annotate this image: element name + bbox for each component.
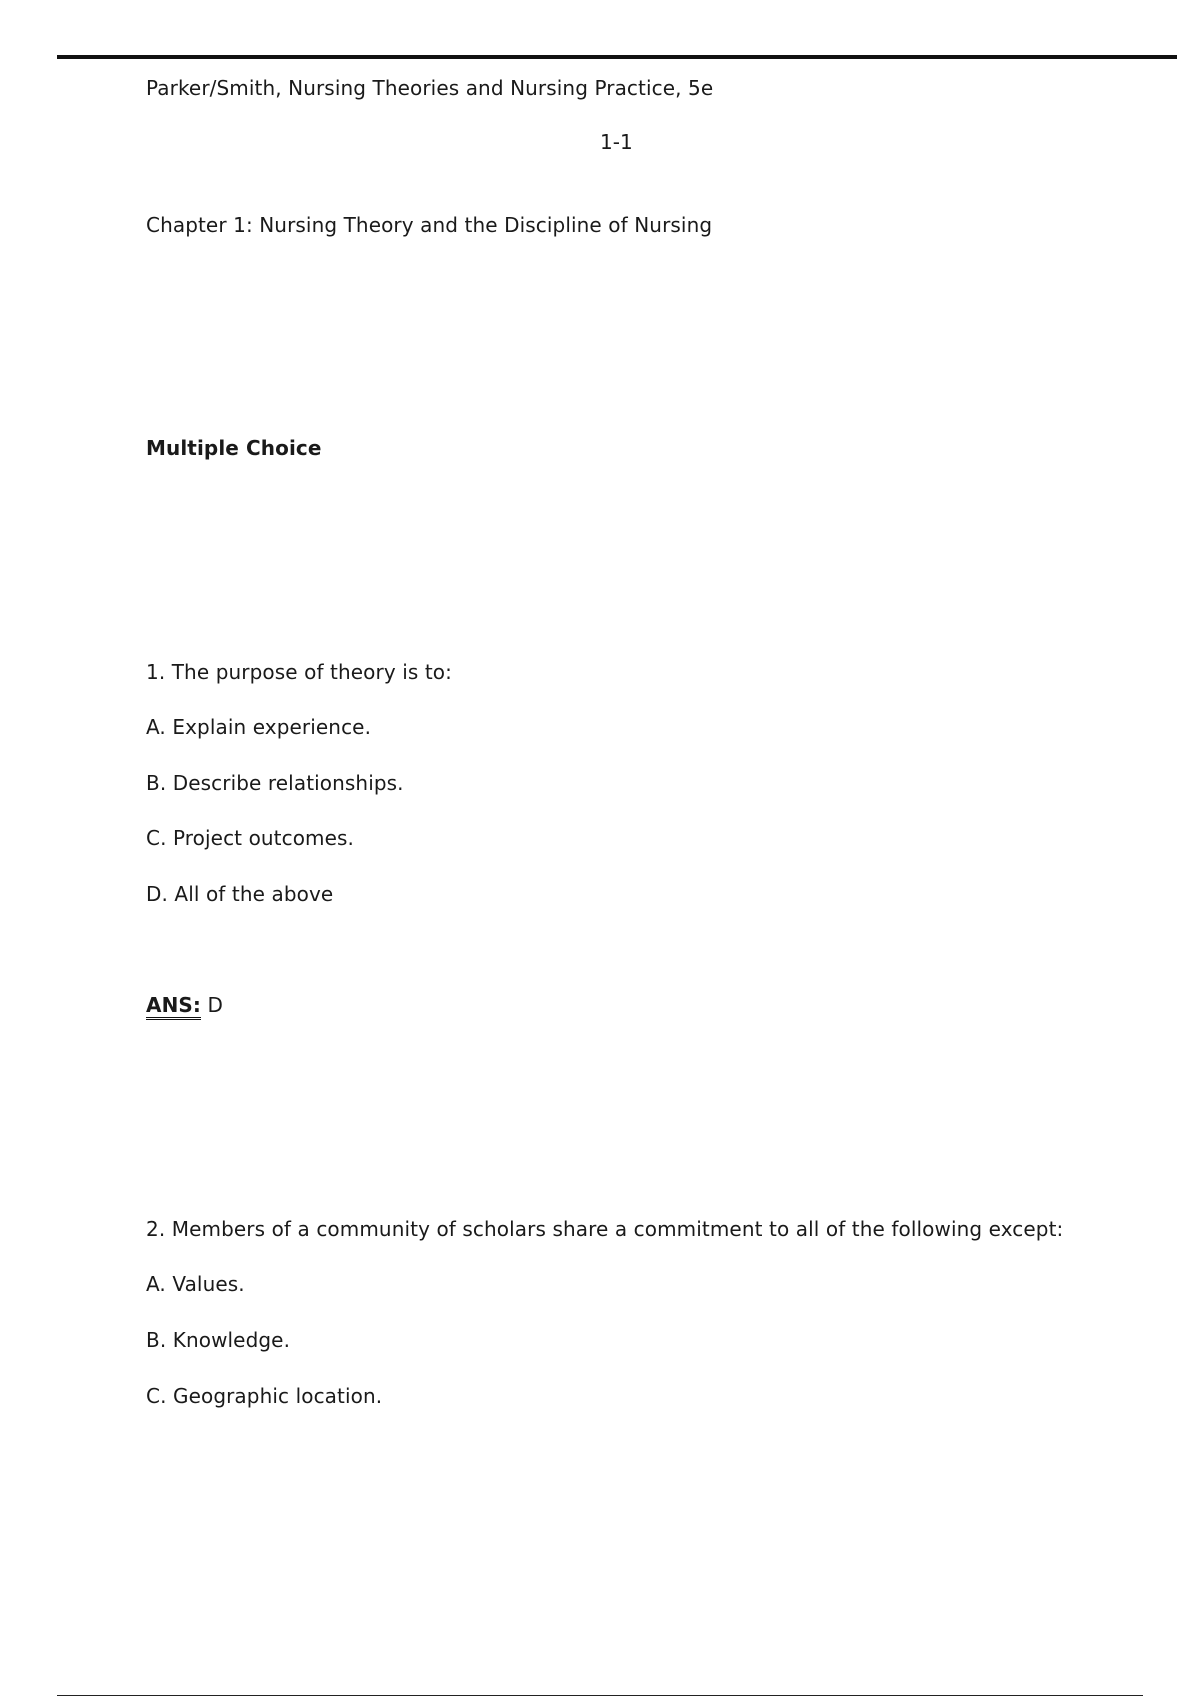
question-1-stem: 1. The purpose of theory is to: — [146, 660, 452, 684]
top-rule — [57, 55, 1177, 59]
question-1-option-d: D. All of the above — [146, 882, 334, 906]
question-2-option-a: A. Values. — [146, 1272, 245, 1296]
chapter-title: Chapter 1: Nursing Theory and the Discipline of Nursing — [146, 213, 713, 237]
answer-label: ANS: — [146, 993, 201, 1020]
question-1-option-c: C. Project outcomes. — [146, 826, 355, 850]
question-2-stem: 2. Members of a community of scholars share a commitment to all of the following except: — [146, 1217, 1064, 1241]
question-2-option-b: B. Knowledge. — [146, 1328, 291, 1352]
question-1-option-a: A. Explain experience. — [146, 715, 372, 739]
question-2-option-c: C. Geographic location. — [146, 1384, 383, 1408]
question-1-answer — [146, 992, 223, 1018]
bottom-rule — [57, 1695, 1143, 1696]
book-title: Parker/Smith, Nursing Theories and Nursing Practice, 5e — [146, 76, 714, 100]
answer-value: D — [207, 993, 224, 1017]
section-title: Multiple Choice — [146, 436, 322, 460]
page-number: 1-1 — [600, 130, 633, 154]
question-1-option-b: B. Describe relationships. — [146, 771, 404, 795]
